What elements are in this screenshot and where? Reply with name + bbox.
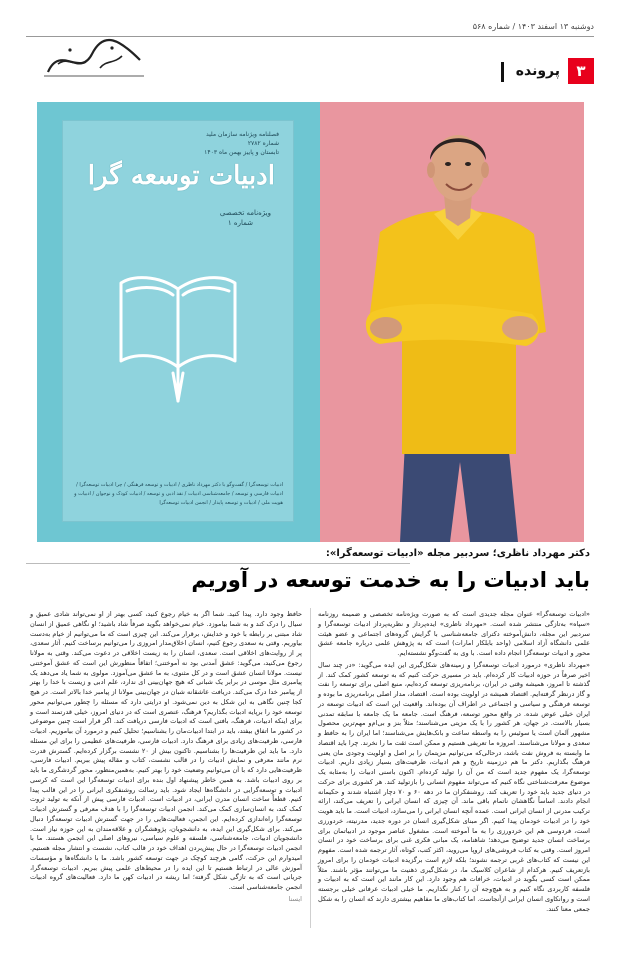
article-paragraph: حافظ وجود دارد. پیدا کنید. شما اگر به خیام رجوع کنید، کسی بهتر از او نمی‌تواند شادی عمیق و سیال را درک کند و به شما بیاموزد. خیام نمی‌خواهد بگوید صرفاً شاد باشید؛ او نگاهی عمیق از انسان شاد مبتنی بر رابطه با خود و خدایش، برقرار می‌کند. این چیزی است که ما می‌توانیم از خیام به‌دست بیاوریم. وقتی به سعدی رجوع کنیم، انسان اخلاق‌مدار امروزی را می‌توانیم برساخت کنیم. آثار سعدی، پر از روایت‌های اخلاقی است. سعدی، انسان را به زیست اخلاقی در دعوت می‌کند. وقتی به مولانا رجوع می‌کنید، می‌گوید: عشق آمدنی بود نه آموختنی؛ اتفاقاً منظورش این است که عشق آموختنی نیست. مولانا انسان عشق است و در کل مثنوی، به ما عشق می‌آموزد. مولوی به شما یاد می‌دهد یک پیامبری مثل موسی در برابر یک شبانی که هیچ جهان‌بینی ای ندارد، علم ادبی و زیست با خدا را بهتر از پیامبر خدا درک می‌کند. دریافت عاشقانه شبان در جهان‌بینی مولانا از پیامبر خدا بالاتر است. در هیچ کجا چنین نگاهی به این شکل به دین نمی‌شود. او درایتی دارد که مسئله را چطور می‌توانیم محور توسعه خود را برپایه ادبیات بگذاریم؟ فرهنگ، عنصری است که در دنیای امروز، خیلی قدرتمند است و برای اینکه ادبیات، فرهنگ، بافتی است که ادبیات فارسی دریافت کند. اگر قرار است چنین موضوعی در کشور ما اتفاق بیفتد، باید در ابتدا ادبیات‌مان را بشناسیم؛ تحلیل کنیم و درمورد آن بیاموزیم. ادبیات فارسی، ظرفیت‌های زیادی برای فرهنگ دارد. ادبیات فارسی، ظرفیت‌های عظیمی را برای این مسئله دارد. ما باید این ظرفیت‌ها را بشناسیم. تاکنون بیش از ۲۰ نشست برگزار کرده‌ایم. گسترش قدرت نرم مانند معرفی و نمایش ادبیات را در قالب نشست، کتاب و مقاله پیش ببریم. ادبیات فارسی، ظرفیت‌هایی دارد که با آن می‌توانیم وضعیت خود را بهتر کنیم. به‌همین‌منظور، محور گردشگری ما باید بر روی ادبیات باشد. به همین خاطر پیشنهاد اول بنده برای ادبیات توسعه‌گرا این است که کرسی ادبیات و توسعه‌گرایی در دانشگاه‌ها ایجاد شود. باید رسالت روشنفکری ایرانی را در این قالب پیدا کنیم. قطعاً ساخت انسان مدرن ایرانی، در ادبیات است. ادبیات فارسی پیش از آنکه به تولید ثروت کمک کند، به انسان‌سازی کمک می‌کند. انجمن ادبیات توسعه‌گرا را با هدف معرفی و گسترش ادبیات توسعه‌گرا راه‌اندازی کرده‌ایم. این انجمن، فعالیت‌هایی را در جهت گسترش ادبیات توسعه‌گرا دنبال می‌کند. برای شکل‌گیری این ایده، به دانشجویان، پژوهشگران و علاقه‌مندان به این حوزه نیاز است. دانشجویان ادبیات، جامعه‌شناسی، فلسفه و علوم سیاسی، نیروهای اصلی این انجمن هستند. ما با انجمن ادبیات توسعه‌گرا در حال پیش‌بردن اهداف خود در قالب کتاب، نشست و انتشار مجله هستیم. امیدوارم این حرکت، گامی هرچند کوچک در جهت توسعه کشور باشد. ما با دانشگاه‌ها و مؤسسات آموزش عالی در ارتباط هستیم تا این ایده را در محیط‌های علمی پیش ببریم. ادبیات توسعه‌گرا، جریانی است که به تازگی شکل گرفته؛ اما ریشه در ادبیات کهن ما دارد. فعالیت‌های گروه ادبیات انجمن جامعه‌شناسی است. bbox=[30, 610, 302, 891]
article-byline: دکتر مهرداد ناظری؛ سردبیر مجله «ادبیات توسعه‌گرا»: bbox=[325, 548, 590, 559]
article-headline: باید ادبیات را به خدمت توسعه در آوریم bbox=[191, 568, 590, 592]
cover-meta-date: تابستان و پاییز بهمن ماه ۱۴۰۳ bbox=[204, 149, 279, 156]
person-portrait bbox=[320, 102, 584, 542]
cover-meta-publisher: فصلنامه ویژنامه سازمان ملید bbox=[205, 131, 279, 138]
magazine-cover bbox=[62, 120, 294, 522]
issue-date-line: دوشنبه ۱۳ اسفند ۱۴۰۳ / شماره ۵۶۸ bbox=[472, 22, 594, 31]
page-number-badge: ۳ bbox=[568, 58, 594, 84]
byline-divider bbox=[26, 563, 410, 564]
open-book-icon bbox=[113, 261, 243, 411]
article-paragraph: «ادبیات توسعه‌گرا» عنوان مجله جدیدی است که به صورت ویژه‌نامه تخصصی و ضمیمه روزنامه «سپاه» به‌تازگی منتشر شده است. «مهرداد ناظری» ایده‌پرداز و نظریه‌پرداز ادبیات توسعه‌گرا و سردبیر این مجله، دانش‌آموخته دکترای جامعه‌شناسی با گرایش گروه‌های اجتماعی و عضو هیئت علمی دانشگاه آزاد اسلامی (واحد بابلکار امارات) است که به پژوهش علمی درباره جامعه عشق محور و ادبیات توسعه‌گرا انجام داده است. با وی به گفت‌وگو نشسته‌ایم. bbox=[318, 610, 590, 657]
article-source: ایسنا bbox=[288, 894, 302, 903]
section-label: پرونده bbox=[515, 63, 560, 79]
portrait-photo bbox=[320, 102, 584, 542]
column-divider bbox=[310, 608, 311, 928]
cover-meta-issue: شماره ۲۷۸۲ bbox=[247, 140, 279, 147]
article-paragraph: «مهرداد ناظری» درمورد ادبیات توسعه‌گرا و زمینه‌های شکل‌گیری این ایده می‌گوید: «در چند سال اخیر صرفاً در حوزه ادبیات کار کرده‌ام. باید در مسیری حرکت کنیم که به توسعه کشور کمک کند. از گذشته تا امروز، همیشه وقتی در ایران، برنامه‌ریزی توسعه کرده‌ایم، منبع اصلی برای توسعه را نفت و گاز درنظر گرفته‌ایم. اقتصاد همیشه در اولویت بوده است. اقتصاد، مدار اصلی برنامه‌ریزی ما بوده و توسعه فرهنگی و سیاسی و اجتماعی در اطراف آن بوده‌اند. واقعیت این است که ادبیات توسعه در ایران خیلی عوض شده. در واقع محور توسعه، فرهنگ است. جامعه ما یک جامعه با سابقه تمدنی بسیار بالاست. در جهان، هر کشور را با یک مزیتی می‌شناسند؛ مثلاً بنز و بی‌ام‌و مهم‌ترین محصول مشهور آلمان است یا سوئیس را به واسطه ساعت و بانک‌هایش می‌شناسند؛ اما ایران را به حافظ و سعدی و مولانا می‌شناسند. امروزه ما تعریفی هستیم و ممکن است ثقت ما را نخرند. چرا باید اقتصاد ما وابسته به فروش نفت باشد، درحالی‌که می‌توانیم مزیتمان را بر اصل و اولویت وجودی مان یعنی فرهنگ بگذاریم. دکتر ما هم درزمینه تاریخ و هم ادبیات، ظرفیت‌های بسیار زیادی داریم. ادبیات توسعه‌گرا، یک مفهوم جدید است که من آن را تولید کرده‌ام. اکنون باسنی ادبیات را به‌مثابه یک موضوع معرفت‌شناختی نگاه کنیم که می‌تواند مفهوم انسانی را بازتولید کند. هر کشوری برای حرکت در دنیای جدید باید خود را تعریف کند. روشنفکران ما در دهه ۶۰ و ۷۰ دچار اشتباه شدند و حکیمانه انجام دادند. اساساً نگاهشان ناتمام باقی ماند. آن چیزی که انسان ایرانی را تعریف می‌کند، ارائه ترکیب مدرنی از انسان ایرانی است. عمده آنچه انسان ایرانی را می‌سازد، ادبیات است. ما باید هویت خود را در ادبیات خودمان پیدا کنیم. اگر مبنای شکل‌گیری انسان در دوره جدید، مدرنیته، خردورزی است، فردوسی هم این خردورزی را به ما آموخته است. مشغول عناصر موجود در ادبیاتمان برای برساخت انسان جدید توضیح می‌دهد؛ شاهنامه، یک مبانی فکری غنی برای برساخت خود در انسان امروز است. وقتی به کتاب فروشی‌های اروپا می‌روید، اکثر کتب، کوتاه، آثار ترجمه شده است. مفهوم این نیست که کتاب‌های غربی ترجمه نشوند؛ بلکه لازم است برگزیده ادبیات خودمان را برای امروز بازتعریف کنیم. هرکدام از شاعران کلاسیک ما، در شکل‌گیری ذهنیت ما می‌توانند مؤثر باشند. مثلاً ممکن است کسی بگوید در ادبیات، خرافات هم وجود دارد. این کار مانند این است که به ادبیات و فلسفه کاربردی نگاه کنیم و به هیچ‌وجه آن را کنار نگذاریم. ما خیلی ادبیات عرفانی خیلی برجسته است و روانکاوی انسان ایرانی ازآنجاست. اما کتاب‌های ما مفاهیم بیشتری دارند که انسان را به شکل جمعی معنا کنند. bbox=[318, 660, 591, 913]
cover-issue-number: شماره ۱ bbox=[227, 219, 253, 227]
newspaper-logo bbox=[40, 34, 150, 82]
section-divider bbox=[501, 62, 504, 82]
cover-title: ادبیات توسعه گرا bbox=[87, 161, 275, 191]
article-column-right bbox=[318, 610, 590, 916]
article-column-left bbox=[30, 610, 302, 907]
cover-contents: ادبیات توسعه‌گرا / گفت‌وگو با دکتر مهرداد ناظری / ادبیات و توسعه فرهنگی / چرا ادبیات توسعه‌گرا / ادبیات فارسی و توسعه / جامعه‌شناسی ادبیات / نقد ادبی و توسعه / ادبیات کودک و نوجوان / ادبیات و هویت ملی / ادبیات و توسعه پایدار / انجمن ادبیات توسعه‌گرا bbox=[74, 482, 283, 506]
cover-subtitle: ویژه‌نامه تخصصی bbox=[219, 209, 271, 217]
